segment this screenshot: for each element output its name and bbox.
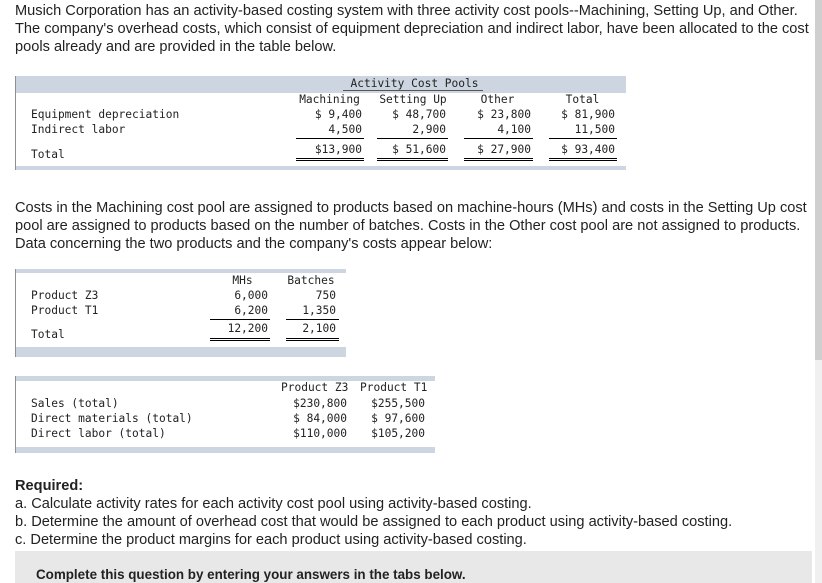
table-cell: 750 bbox=[315, 289, 336, 302]
table-cell: $ 81,900 bbox=[561, 108, 615, 121]
table-footer-band bbox=[15, 166, 626, 170]
total-line bbox=[296, 158, 364, 159]
col-header: Batches bbox=[287, 274, 335, 287]
scrollbar-thumb[interactable] bbox=[815, 0, 822, 360]
table-cell: $ 23,800 bbox=[477, 108, 531, 121]
instructions-banner bbox=[15, 551, 812, 583]
col-header: MHs bbox=[232, 274, 253, 287]
table-cell: $ 97,600 bbox=[371, 412, 425, 425]
table-footer-band bbox=[15, 447, 435, 453]
subtotal-line bbox=[377, 138, 448, 139]
required-item: a. Calculate activity rates for each activity cost pool using activity-based costing. bbox=[15, 496, 532, 512]
table-cell: 6,000 bbox=[234, 289, 268, 302]
subtotal-line bbox=[549, 138, 617, 139]
col-header: Setting Up bbox=[379, 93, 447, 106]
table-cell: $ 48,700 bbox=[392, 108, 446, 121]
table-cell: $110,000 bbox=[293, 427, 347, 440]
total-line bbox=[210, 338, 270, 339]
instructions-text: Complete this question by entering your answers in the tabs below. bbox=[36, 567, 466, 582]
row-label: Product T1 bbox=[31, 304, 99, 317]
col-header: Machining bbox=[299, 93, 360, 106]
table-cell: $105,200 bbox=[371, 427, 425, 440]
table-cell: 6,200 bbox=[234, 304, 268, 317]
table-cell: 4,500 bbox=[328, 123, 362, 136]
total-line bbox=[549, 160, 617, 161]
table-cell: $13,900 bbox=[314, 143, 362, 156]
subtotal-line bbox=[210, 319, 270, 320]
table-cell: $ 84,000 bbox=[293, 412, 347, 425]
table-cell: 2,100 bbox=[302, 322, 336, 335]
table-cell: 2,900 bbox=[412, 123, 446, 136]
required-section bbox=[15, 477, 815, 549]
subtotal-line bbox=[286, 319, 339, 320]
table-cell: $ 93,400 bbox=[561, 143, 615, 156]
row-label: Product Z3 bbox=[31, 289, 99, 302]
col-header: Product T1 bbox=[360, 381, 428, 394]
group-header-underline bbox=[343, 90, 483, 91]
row-label: Indirect labor bbox=[31, 123, 126, 136]
row-label: Sales (total) bbox=[31, 397, 119, 410]
subtotal-line bbox=[296, 138, 364, 139]
group-header: Activity Cost Pools bbox=[350, 77, 479, 90]
intro-paragraph: Musich Corporation has an activity-based costing system with three activity cost pools--Machining, Setting Up, and Other. The company's overhead costs, which consist of equipment depreciation and indirect labor, have been allocated to the cost pools already and are provided in the table below. bbox=[15, 3, 809, 55]
row-label: Equipment depreciation bbox=[31, 108, 180, 121]
col-header: Other bbox=[480, 93, 515, 106]
subtotal-line bbox=[464, 138, 533, 139]
table-cell: 1,350 bbox=[302, 304, 336, 317]
table-cell: $ 9,400 bbox=[314, 108, 362, 121]
table-cell: $ 27,900 bbox=[477, 143, 531, 156]
table-header-band bbox=[15, 269, 346, 273]
total-line bbox=[210, 340, 270, 341]
table-left-border bbox=[15, 76, 16, 170]
row-label: Direct materials (total) bbox=[31, 412, 193, 425]
table-cell: 11,500 bbox=[574, 123, 615, 136]
table-cell: $255,500 bbox=[371, 397, 425, 410]
total-line bbox=[286, 340, 339, 341]
col-header: Total bbox=[565, 93, 600, 106]
required-item: c. Determine the product margins for each product using activity-based costing. bbox=[15, 532, 527, 548]
table-cell: 4,100 bbox=[497, 123, 531, 136]
row-label: Direct labor (total) bbox=[31, 427, 166, 440]
cost-assignment-paragraph: Costs in the Machining cost pool are assigned to products based on machine-hours (MHs) and costs in the Setting Up cost pool are assigned to products based on the number of batches. Costs in the Other cost pool are not assigned to products. Data concerning the two products and the company's costs appear below: bbox=[15, 200, 807, 252]
row-label: Total bbox=[31, 328, 65, 341]
table-left-border bbox=[15, 376, 16, 453]
table-cell: $230,800 bbox=[293, 397, 347, 410]
table-footer-band bbox=[15, 347, 346, 357]
total-line bbox=[296, 160, 364, 161]
total-line bbox=[549, 158, 617, 159]
total-line bbox=[377, 158, 448, 159]
total-line bbox=[464, 158, 533, 159]
total-line bbox=[464, 160, 533, 161]
col-header: Product Z3 bbox=[281, 381, 349, 394]
row-label: Total bbox=[31, 148, 65, 161]
total-line bbox=[377, 160, 448, 161]
required-item: b. Determine the amount of overhead cost that would be assigned to each product using activity-based costing. bbox=[15, 514, 733, 530]
table-cell: 12,200 bbox=[227, 322, 268, 335]
required-heading: Required: bbox=[15, 478, 84, 494]
vertical-scrollbar[interactable] bbox=[815, 0, 822, 583]
total-line bbox=[286, 338, 339, 339]
table-left-border bbox=[15, 269, 16, 357]
table-cell: $ 51,600 bbox=[392, 143, 446, 156]
